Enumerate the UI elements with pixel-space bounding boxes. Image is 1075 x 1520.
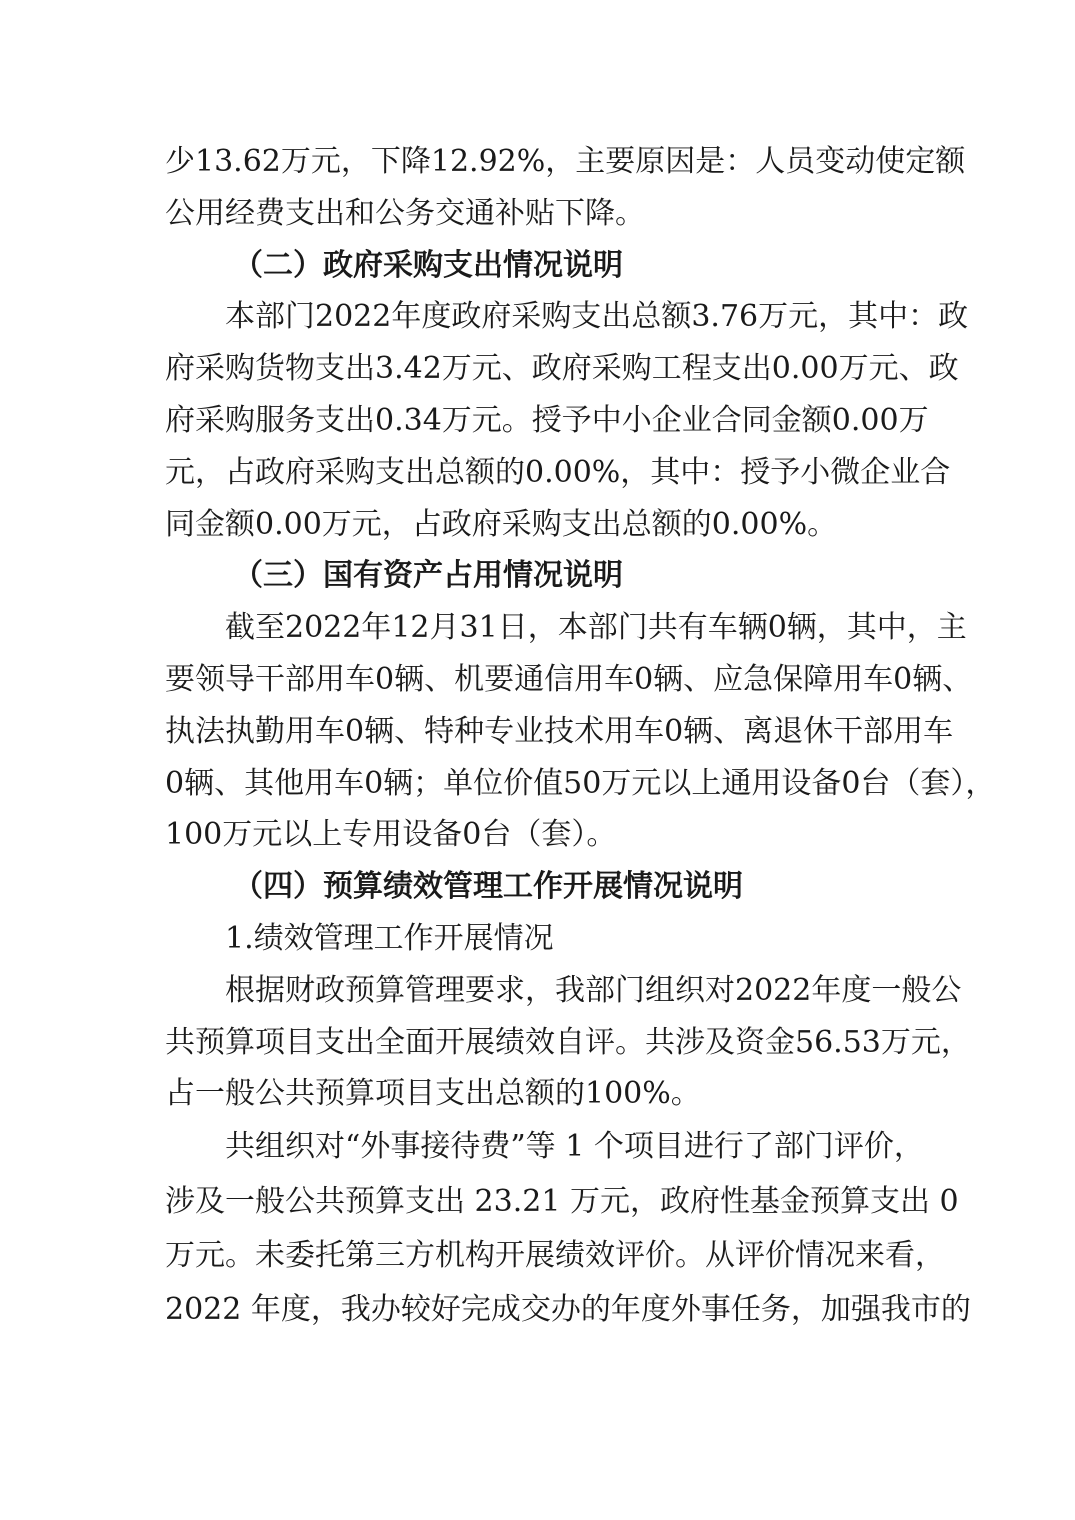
paragraph-line: 本部门2022年度政府采购支出总额3.76万元，其中：政 bbox=[225, 299, 969, 335]
paragraph-line: 截至2022年12月31日，本部门共有车辆0辆，其中，主 bbox=[225, 610, 967, 646]
paragraph-line: 共组织对“外事接待费”等 1 个项目进行了部门评价， bbox=[225, 1129, 924, 1165]
paragraph-line: 2022 年度，我办较好完成交办的年度外事任务，加强我市的 bbox=[165, 1292, 971, 1328]
paragraph-line: 府采购服务支出0.34万元。授予中小企业合同金额0.00万 bbox=[165, 402, 929, 438]
section-heading-government-procurement: （二）政府采购支出情况说明 bbox=[233, 247, 623, 283]
paragraph-line: 涉及一般公共预算支出 23.21 万元，政府性基金预算支出 0 bbox=[165, 1183, 959, 1219]
paragraph-line: 府采购货物支出3.42万元、政府采购工程支出0.00万元、政 bbox=[165, 351, 959, 387]
paragraph-line: 执法执勤用车0辆、特种专业技术用车0辆、离退休干部用车 bbox=[165, 713, 954, 749]
paragraph-line: 要领导干部用车0辆、机要通信用车0辆、应急保障用车0辆、 bbox=[165, 661, 973, 697]
paragraph-line: 同金额0.00万元，占政府采购支出总额的0.00%。 bbox=[165, 506, 838, 542]
paragraph-line: 100万元以上专用设备0台（套）。 bbox=[165, 817, 617, 853]
paragraph-line: 万元。未委托第三方机构开展绩效评价。从评价情况来看， bbox=[165, 1237, 945, 1273]
paragraph-line: 占一般公共预算项目支出总额的100%。 bbox=[165, 1076, 701, 1112]
paragraph-line: 共预算项目支出全面开展绩效自评。共涉及资金56.53万元， bbox=[165, 1024, 971, 1060]
section-heading-performance-management: （四）预算绩效管理工作开展情况说明 bbox=[233, 869, 743, 905]
paragraph-line: 公用经费支出和公务交通补贴下降。 bbox=[165, 195, 645, 231]
document-body bbox=[165, 136, 996, 1338]
subsection-title: 1.绩效管理工作开展情况 bbox=[225, 920, 554, 956]
paragraph-line: 根据财政预算管理要求，我部门组织对2022年度一般公 bbox=[225, 972, 962, 1008]
paragraph-line: 少13.62万元，下降12.92%，主要原因是：人员变动使定额 bbox=[165, 144, 966, 179]
paragraph-line: 0辆、其他用车0辆；单位价值50万元以上通用设备0台（套）， bbox=[165, 765, 996, 801]
paragraph-line: 元，占政府采购支出总额的0.00%，其中：授予小微企业合 bbox=[165, 454, 951, 490]
section-heading-state-assets: （三）国有资产占用情况说明 bbox=[233, 558, 623, 594]
